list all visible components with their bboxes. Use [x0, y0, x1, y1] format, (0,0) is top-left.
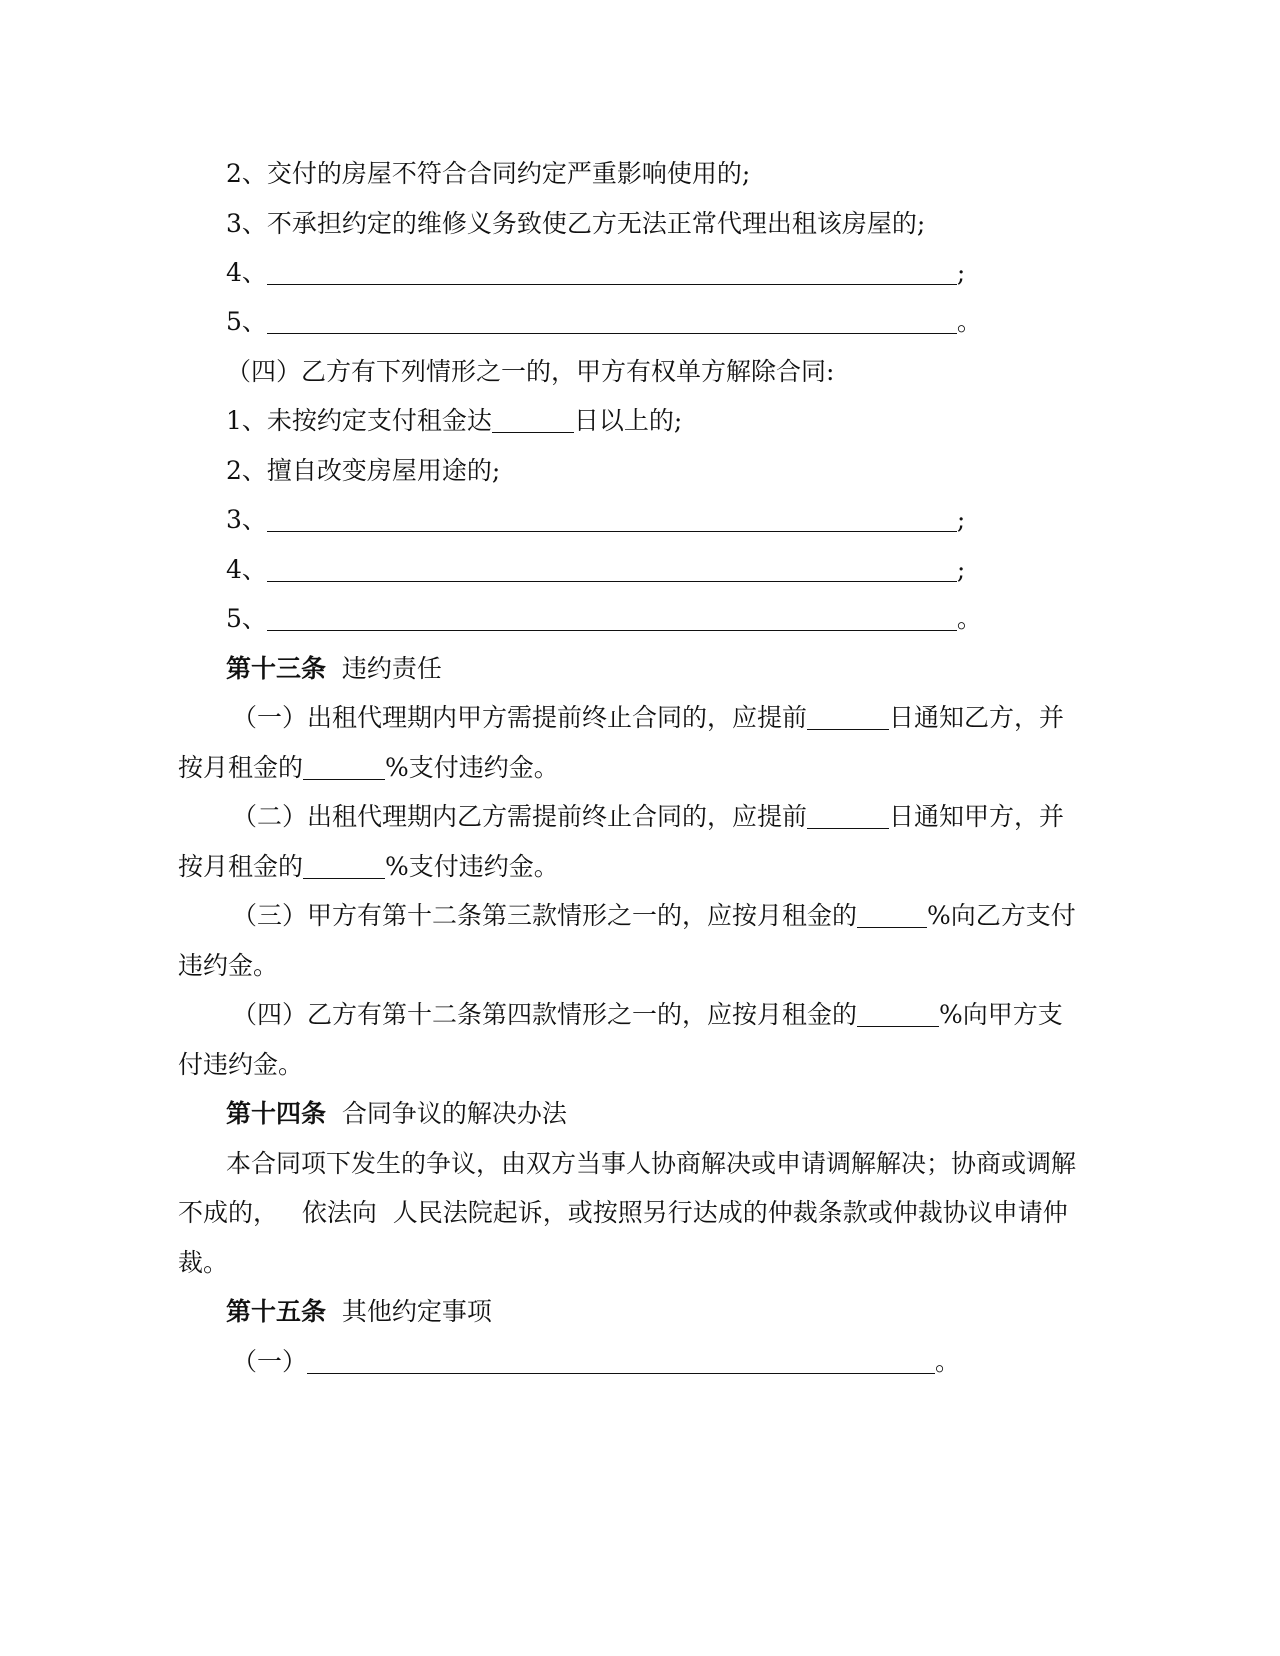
- para-text: %支付违约金。: [385, 852, 559, 881]
- article-14-heading: [226, 1098, 567, 1130]
- clause-12-3-item-3: 3、不承担约定的维修义务致使乙方无法正常代理出租该房屋的;: [226, 209, 926, 238]
- fill-in-blank-percent[interactable]: [303, 753, 385, 780]
- fill-in-blank[interactable]: [267, 555, 957, 582]
- clause-12-3-item-5: [226, 306, 982, 338]
- article-title: 违约责任: [341, 654, 442, 683]
- item-punctuation: ;: [956, 258, 966, 287]
- item-number: 4、: [226, 555, 267, 584]
- fill-in-blank[interactable]: [267, 258, 957, 285]
- item-number: 5、: [226, 604, 267, 633]
- para-text: 日通知乙方，并: [889, 703, 1065, 732]
- clause-12-4-item-2: 2、擅自改变房屋用途的;: [226, 456, 501, 485]
- article-13-para-4-line-1: [232, 999, 1063, 1031]
- item-punctuation: 。: [956, 604, 982, 633]
- para-text: %向乙方支付: [927, 901, 1076, 930]
- article-13-para-3-line-1: [232, 900, 1076, 932]
- clause-12-4-item-5: [226, 603, 982, 635]
- item-text: 1、未按约定支付租金达: [226, 406, 492, 435]
- para-text: （三）甲方有第十二条第三款情形之一的，应按月租金的: [232, 901, 858, 930]
- fill-in-blank-percent[interactable]: [857, 901, 927, 928]
- para-text: （一）出租代理期内甲方需提前终止合同的，应提前: [232, 703, 808, 732]
- para-text: %支付违约金。: [385, 753, 559, 782]
- fill-in-blank[interactable]: [267, 604, 957, 631]
- article-13-para-1-line-1: [232, 702, 1064, 734]
- clause-12-4-item-4: [226, 554, 965, 586]
- item-punctuation: 。: [935, 1347, 961, 1376]
- fill-in-blank-percent[interactable]: [303, 852, 385, 879]
- para-text: （四）乙方有第十二条第四款情形之一的，应按月租金的: [232, 1000, 858, 1029]
- clause-12-4-heading: （四）乙方有下列情形之一的，甲方有权单方解除合同:: [226, 357, 835, 386]
- item-number: 3、: [226, 505, 267, 534]
- article-13-para-1-line-2: [178, 752, 559, 784]
- fill-in-blank-percent[interactable]: [857, 1000, 939, 1027]
- para-text: （二）出租代理期内乙方需提前终止合同的，应提前: [232, 802, 808, 831]
- fill-in-blank[interactable]: [267, 307, 957, 334]
- article-13-para-2-line-1: [232, 801, 1064, 833]
- item-number: 4、: [226, 258, 267, 287]
- article-15-item-1: [232, 1346, 960, 1378]
- article-13-para-2-line-2: [178, 851, 559, 883]
- para-text: %向甲方支: [939, 1000, 1063, 1029]
- clause-12-3-item-4: [226, 257, 965, 289]
- article-13-para-4-line-2: 付违约金。: [178, 1050, 304, 1079]
- article-title: 合同争议的解决办法: [341, 1099, 567, 1128]
- article-13-heading: [226, 653, 442, 685]
- fill-in-blank-days[interactable]: [807, 802, 889, 829]
- article-14-line-2: 不成的， 依法向 人民法院起诉，或按照另行达成的仲裁条款或仲裁协议申请仲: [178, 1198, 1068, 1227]
- article-title: 其他约定事项: [341, 1297, 492, 1326]
- fill-in-blank-days[interactable]: [492, 406, 574, 433]
- item-punctuation: 。: [956, 307, 982, 336]
- item-punctuation: ;: [956, 505, 966, 534]
- fill-in-blank[interactable]: [307, 1347, 935, 1374]
- item-punctuation: ;: [956, 555, 966, 584]
- article-number: 第十三条: [226, 654, 327, 683]
- fill-in-blank[interactable]: [267, 505, 957, 532]
- clause-12-4-item-3: [226, 504, 965, 536]
- fill-in-blank-days[interactable]: [807, 703, 889, 730]
- para-text: 按月租金的: [178, 852, 304, 881]
- para-text: 按月租金的: [178, 753, 304, 782]
- clause-12-3-item-2: 2、交付的房屋不符合合同约定严重影响使用的;: [226, 159, 751, 188]
- article-number: 第十四条: [226, 1099, 327, 1128]
- item-number: 5、: [226, 307, 267, 336]
- article-15-heading: [226, 1296, 492, 1328]
- article-14-line-3: 裁。: [178, 1248, 229, 1277]
- para-text: 日通知甲方，并: [889, 802, 1065, 831]
- clause-12-4-item-1: [226, 405, 682, 437]
- article-number: 第十五条: [226, 1297, 327, 1326]
- article-14-line-1: 本合同项下发生的争议，由双方当事人协商解决或申请调解解决；协商或调解: [226, 1149, 1077, 1178]
- item-number: （一）: [232, 1347, 308, 1376]
- item-text: 日以上的;: [573, 406, 683, 435]
- article-13-para-3-line-2: 违约金。: [178, 951, 279, 980]
